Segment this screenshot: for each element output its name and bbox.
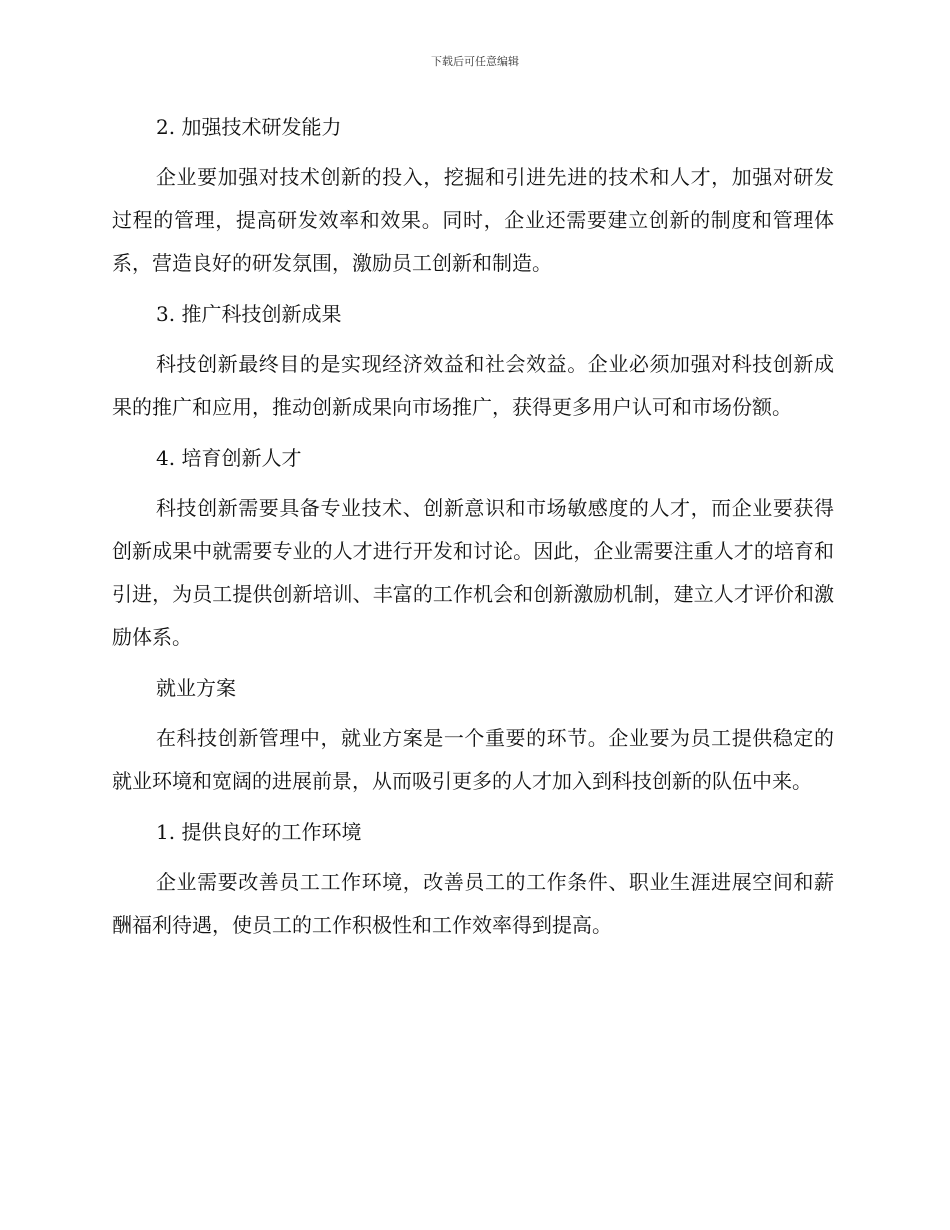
section-paragraph-promote-results: 科技创新最终目的是实现经济效益和社会效益。企业必须加强对科技创新成果的推广和应用，推动创新成果向市场推广，获得更多用户认可和市场份额。 <box>112 352 834 419</box>
section-heading-tech-rnd: 2. 加强技术研发能力 <box>156 115 342 139</box>
section-paragraph-work-environment: 企业需要改善员工工作环境，改善员工的工作条件、职业生涯进展空间和薪酬福利待遇，使员工的工作积极性和工作效率得到提高。 <box>112 870 834 937</box>
section-heading-work-environment: 1. 提供良好的工作环境 <box>156 820 362 844</box>
page-header: 下载后可任意编辑 <box>431 55 519 68</box>
section-heading-promote-results: 3. 推广科技创新成果 <box>156 302 342 326</box>
section-paragraph-tech-rnd: 企业要加强对技术创新的投入，挖掘和引进先进的技术和人才，加强对研发过程的管理，提高研发效率和效果。同时，企业还需要建立创新的制度和管理体系，营造良好的研发氛围，激励员工创新和制造。 <box>112 165 834 275</box>
section-paragraph-employment-plan: 在科技创新管理中，就业方案是一个重要的环节。企业要为员工提供稳定的就业环境和宽阔的进展前景，从而吸引更多的人才加入到科技创新的队伍中来。 <box>112 726 834 793</box>
document-body <box>112 112 834 961</box>
section-heading-employment-plan: 就业方案 <box>156 676 236 700</box>
section-heading-cultivate-talent: 4. 培育创新人才 <box>156 446 302 470</box>
section-paragraph-cultivate-talent: 科技创新需要具备专业技术、创新意识和市场敏感度的人才，而企业要获得创新成果中就需要专业的人才进行开发和讨论。因此，企业需要注重人才的培育和引进，为员工提供创新培训、丰富的工作机会和创新激励机制，建立人才评价和激励体系。 <box>112 496 834 649</box>
